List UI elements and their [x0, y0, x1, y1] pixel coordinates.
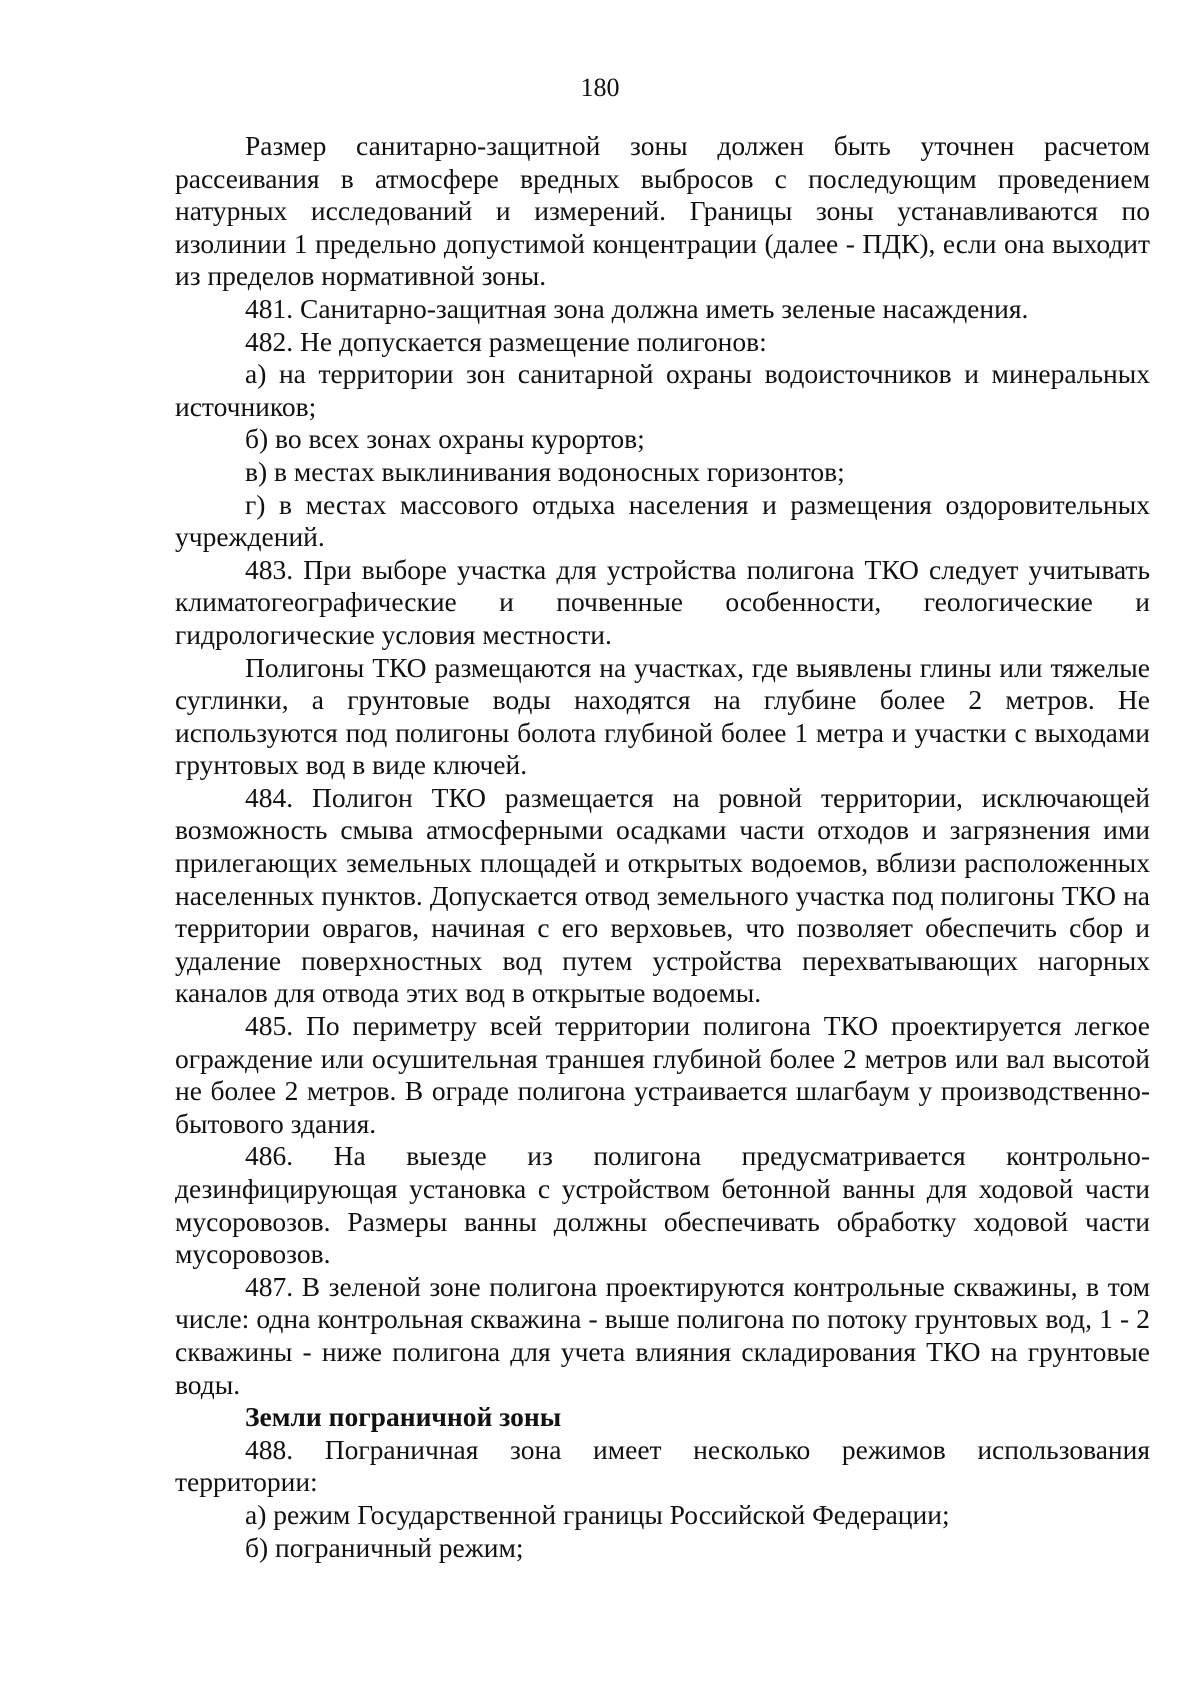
paragraph-488: 488. Пограничная зона имеет несколько режимов использования территории:: [175, 1433, 1150, 1498]
paragraph-486: 486. На выезде из полигона предусматривается контрольно-дезинфицирующая установка с устройством бетонной ванны для ходовой части мусоровозов. Размеры ванны должны обеспечивать обработку ходовой части мусоровозов.: [175, 1140, 1150, 1270]
paragraph-483: 483. При выборе участка для устройства полигона ТКО следует учитывать климатогеографические и почвенные особенности, геологические и гидрологические условия местности.: [175, 553, 1150, 650]
paragraph-intro: Размер санитарно-защитной зоны должен быть уточнен расчетом рассеивания в атмосфере вредных выбросов с последующим проведением натурных исследований и измерений. Границы зоны устанавливаются по изолинии 1 предельно допустимой концентрации (далее - ПДК), если она выходит из пределов нормативной зоны.: [175, 130, 1150, 292]
list-item-488-b: б) пограничный режим;: [245, 1531, 524, 1563]
paragraph-484: 484. Полигон ТКО размещается на ровной территории, исключающей возможность смыва атмосферными осадками части отходов и загрязнения ими прилегающих земельных площадей и открытых водоемов, вблизи расположенных населенных пунктов. Допускается отвод земельного участка под полигоны ТКО на территории оврагов, начиная с его верховьев, что позволяет обеспечить сбор и удаление поверхностных вод путем устройства перехватывающих нагорных каналов для отвода этих вод в открытые водоемы.: [175, 781, 1150, 1009]
list-item-482-a: а) на территории зон санитарной охраны водоисточников и минеральных источников;: [175, 358, 1150, 422]
paragraph-483-cont: Полигоны ТКО размещаются на участках, где выявлены глины или тяжелые суглинки, а грунтовые воды находятся на глубине более 2 метров. Не используются под полигоны болота глубиной более 1 метра и участки с выходами грунтовых вод в виде ключей.: [175, 651, 1150, 781]
page-number: 180: [580, 73, 620, 102]
paragraph-481: 481. Санитарно-защитная зона должна иметь зеленые насаждения.: [245, 292, 1029, 324]
page-body: [175, 130, 1150, 1564]
list-item-482-b: б) во всех зонах охраны курортов;: [245, 423, 645, 455]
list-item-488-a: а) режим Государственной границы Российской Федерации;: [245, 1498, 950, 1530]
paragraph-482: 482. Не допускается размещение полигонов:: [245, 325, 767, 357]
list-item-482-v: в) в местах выклинивания водоносных горизонтов;: [245, 455, 845, 487]
list-item-482-g: г) в местах массового отдыха населения и размещения оздоровительных учреждений.: [175, 488, 1150, 553]
section-heading: Земли пограничной зоны: [245, 1401, 562, 1433]
paragraph-485: 485. По периметру всей территории полигона ТКО проектируется легкое ограждение или осушительная траншея глубиной более 2 метров или вал высотой не более 2 метров. В ограде полигона устраивается шлагбаум у производственно-бытового здания.: [175, 1010, 1150, 1139]
paragraph-487: 487. В зеленой зоне полигона проектируются контрольные скважины, в том числе: одна контрольная скважина - выше полигона по потоку грунтовых вод, 1 - 2 скважины - ниже полигона для учета влияния складирования ТКО на грунтовые воды.: [175, 1270, 1150, 1400]
